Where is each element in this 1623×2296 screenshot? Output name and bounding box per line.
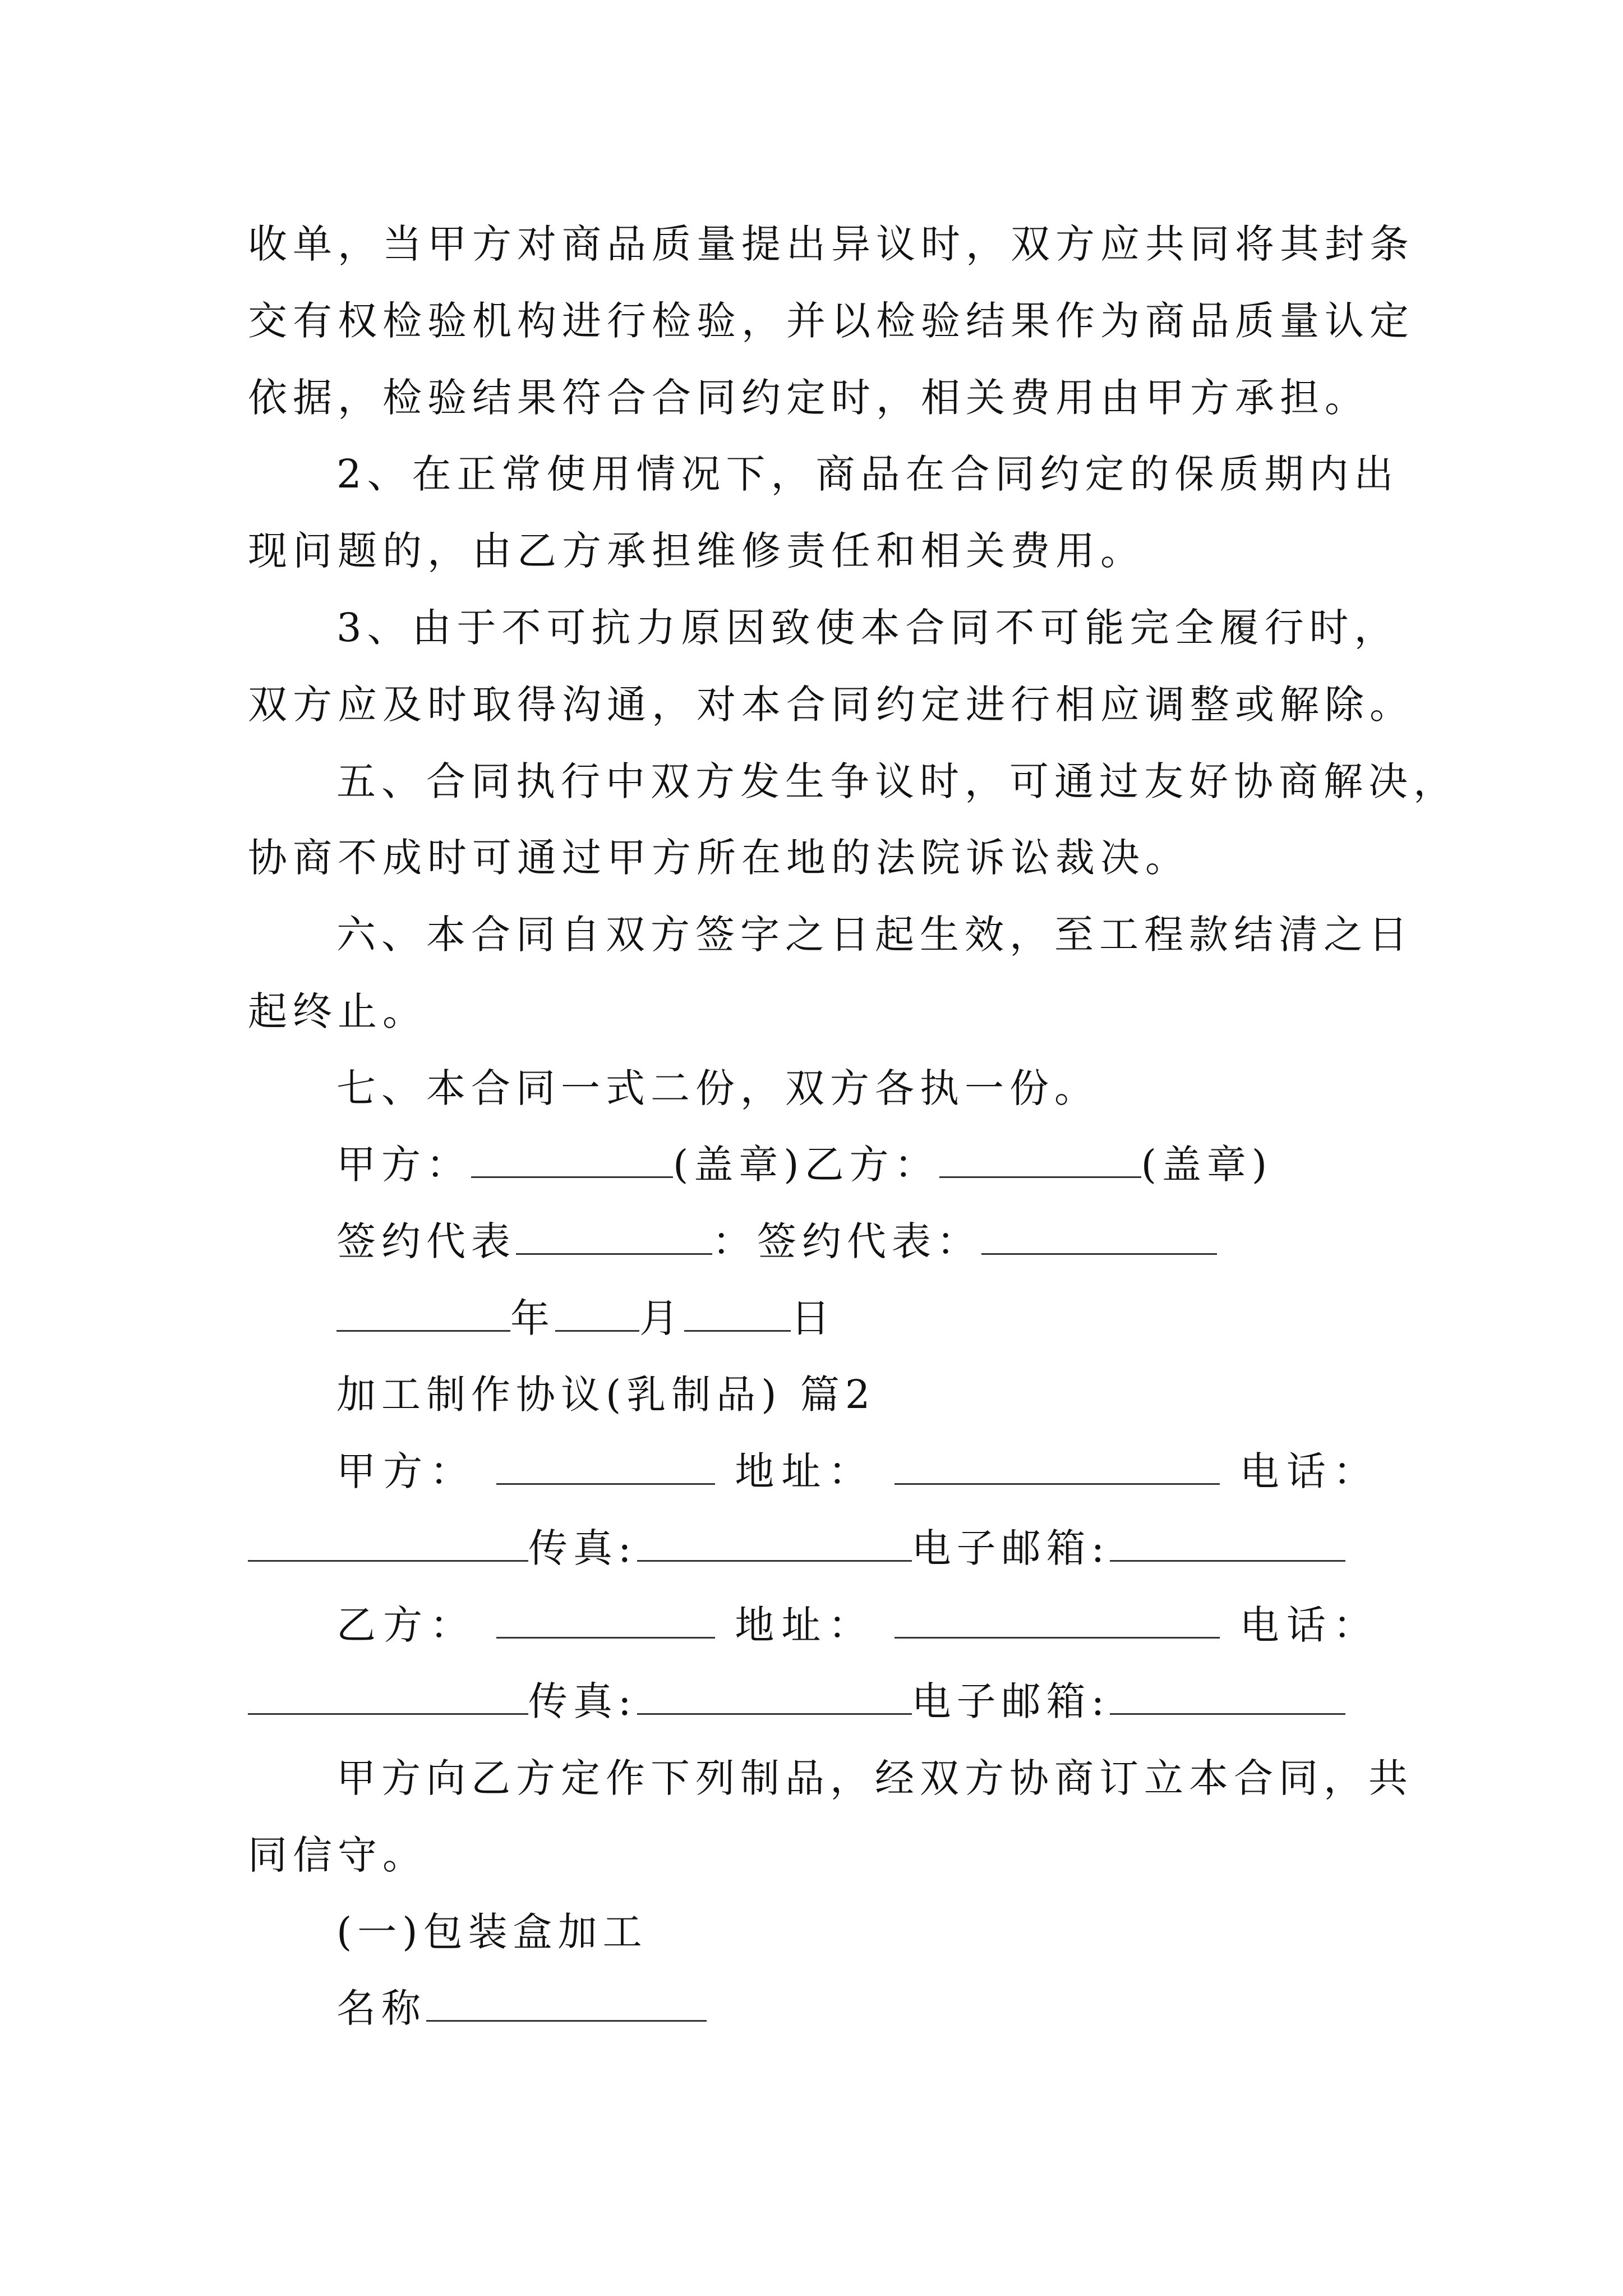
party-a-label: 甲方： (336, 1142, 471, 1188)
clause-6-line: 起终止。 (248, 988, 427, 1034)
party-a-email-label: 电子邮箱: (911, 1525, 1110, 1571)
clause-2-line: 现问题的，由乙方承担维修责任和相关费用。 (248, 528, 1145, 574)
year-blank[interactable] (336, 1296, 510, 1332)
clause-7-line: 七、本合同一式二份，双方各执一份。 (336, 1065, 1099, 1111)
clause-3-line: 3、由于不可抗力原因致使本合同不可能完全履行时， (336, 605, 1399, 651)
clause-2-line: 2、在正常使用情况下，商品在合同约定的保质期内出 (336, 451, 1399, 497)
party-a-email-blank[interactable] (1110, 1526, 1345, 1562)
party-b-email-blank[interactable] (1110, 1680, 1345, 1715)
party-a-phone-label: 电话： (1239, 1448, 1378, 1494)
clause-5-line: 五、合同执行中双方发生争议时，可通过友好协商解决， (336, 758, 1458, 804)
party-a-name-blank[interactable] (496, 1450, 715, 1485)
name-blank[interactable] (426, 1986, 707, 2022)
party-b-info-label: 乙方： (336, 1602, 477, 1648)
body-text-line: 收单，当甲方对商品质量提出异议时，双方应共同将其封条 (248, 221, 1414, 267)
party-b-address-label: 地址： (735, 1602, 875, 1648)
body-text-line: 依据，检验结果符合合同约定时，相关费用由甲方承担。 (248, 375, 1370, 421)
party-b-phone-label: 电话： (1239, 1602, 1378, 1648)
signature-party-row (336, 1137, 1378, 1193)
name-field-row (336, 1980, 1378, 2036)
year-label: 年 (510, 1295, 555, 1341)
intro-line: 同信守。 (248, 1832, 427, 1878)
party-b-email-label: 电子邮箱: (911, 1678, 1110, 1724)
seal-b-label: (盖章) (1141, 1142, 1273, 1188)
date-row (336, 1290, 1378, 1346)
signature-rep-row (336, 1213, 1378, 1269)
rep-b-blank[interactable] (981, 1220, 1217, 1255)
party-a-info-row (336, 1443, 1378, 1499)
party-a-address-blank[interactable] (895, 1450, 1220, 1485)
month-label: 月 (639, 1295, 684, 1341)
party-a-contact-row (248, 1520, 1378, 1576)
party-b-blank[interactable] (939, 1143, 1141, 1178)
party-b-fax-blank[interactable] (637, 1680, 912, 1715)
party-a-address-label: 地址： (735, 1448, 875, 1494)
clause-6-line: 六、本合同自双方签字之日起生效，至工程款结清之日 (336, 912, 1413, 958)
party-b-fax-label: 传真: (528, 1678, 637, 1724)
party-a-fax-blank[interactable] (637, 1526, 912, 1562)
intro-line: 甲方向乙方定作下列制品，经双方协商订立本合同，共 (336, 1755, 1413, 1801)
rep-b-label: ：签约代表： (712, 1218, 981, 1264)
rep-a-blank[interactable] (516, 1220, 712, 1255)
party-b-phone-blank[interactable] (248, 1680, 528, 1715)
subsection-heading: (一)包装盒加工 (336, 1909, 648, 1955)
body-text-line: 交有权检验机构进行检验，并以检验结果作为商品质量认定 (248, 298, 1414, 344)
party-b-address-blank[interactable] (895, 1603, 1220, 1639)
seal-a-label: (盖章)乙方： (673, 1142, 939, 1188)
party-b-name-blank[interactable] (496, 1603, 715, 1639)
day-label: 日 (791, 1295, 836, 1341)
party-b-info-row (336, 1597, 1378, 1653)
party-a-fax-label: 传真: (528, 1525, 637, 1571)
clause-5-line: 协商不成时可通过甲方所在地的法院诉讼裁决。 (248, 835, 1190, 881)
party-b-contact-row (248, 1673, 1378, 1729)
party-a-blank[interactable] (471, 1143, 673, 1178)
clause-3-line: 双方应及时取得沟通，对本合同约定进行相应调整或解除。 (248, 682, 1414, 728)
day-blank[interactable] (684, 1296, 791, 1332)
section-title: 加工制作协议(乳制品) 篇2 (336, 1372, 876, 1418)
party-a-phone-blank[interactable] (248, 1526, 528, 1562)
name-label: 名称 (336, 1985, 426, 2031)
rep-a-label: 签约代表 (336, 1218, 516, 1264)
month-blank[interactable] (555, 1296, 639, 1332)
party-a-info-label: 甲方： (336, 1448, 477, 1494)
